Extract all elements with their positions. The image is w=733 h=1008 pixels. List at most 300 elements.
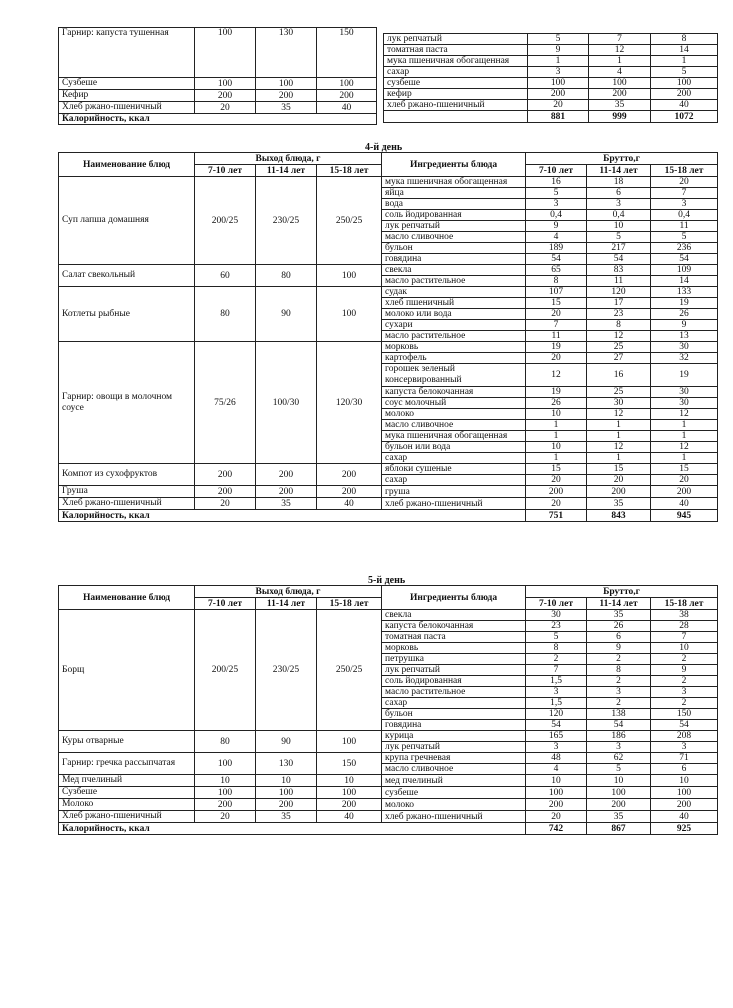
brutto-7-10: 9 bbox=[526, 221, 587, 232]
ingredient-name: бульон bbox=[382, 243, 526, 254]
ingredient-name: лук репчатый bbox=[384, 34, 528, 45]
brutto-15-18: 109 bbox=[651, 265, 718, 276]
output-11-14: 200 bbox=[256, 464, 317, 486]
brutto-11-14: 15 bbox=[587, 464, 651, 475]
table-row bbox=[384, 45, 718, 56]
brutto-11-14: 1 bbox=[587, 453, 651, 464]
brutto-15-18: 1 bbox=[651, 453, 718, 464]
dish-name: Суп лапша домашняя bbox=[59, 177, 195, 265]
calories-11-14: 867 bbox=[587, 823, 651, 835]
brutto-15-18: 40 bbox=[651, 100, 718, 111]
brutto-7-10: 8 bbox=[526, 643, 587, 654]
brutto-11-14: 35 bbox=[587, 610, 651, 621]
brutto-7-10: 19 bbox=[526, 387, 587, 398]
brutto-7-10: 5 bbox=[526, 188, 587, 199]
ingredient-name: морковь bbox=[382, 643, 526, 654]
output-15-18: 200 bbox=[317, 464, 382, 486]
table-row bbox=[59, 342, 718, 353]
brutto-11-14: 10 bbox=[587, 775, 651, 787]
output-15-18: 100 bbox=[317, 287, 382, 342]
ingredient-name: сузбеше bbox=[382, 787, 526, 799]
output-11-14: 100 bbox=[256, 787, 317, 799]
dish-name: Хлеб ржано-пшеничный bbox=[59, 498, 195, 510]
brutto-15-18: 2 bbox=[651, 676, 718, 687]
brutto-7-10: 120 bbox=[526, 709, 587, 720]
table-row bbox=[59, 287, 718, 298]
table-row bbox=[59, 464, 718, 475]
brutto-7-10: 20 bbox=[526, 353, 587, 364]
brutto-15-18: 5 bbox=[651, 67, 718, 78]
output-11-14: 90 bbox=[256, 287, 317, 342]
brutto-15-18: 14 bbox=[651, 45, 718, 56]
day4-table bbox=[58, 152, 718, 522]
col-age-15-18: 15-18 лет bbox=[651, 598, 718, 610]
brutto-7-10: 1 bbox=[526, 453, 587, 464]
brutto-11-14: 200 bbox=[587, 799, 651, 811]
day4-title: 4-й день bbox=[365, 142, 403, 153]
table-row bbox=[384, 100, 718, 111]
output-15-18: 150 bbox=[317, 753, 382, 775]
brutto-7-10: 200 bbox=[526, 799, 587, 811]
brutto-11-14: 8 bbox=[587, 665, 651, 676]
brutto-15-18: 100 bbox=[651, 787, 718, 799]
output-11-14: 35 bbox=[256, 811, 317, 823]
brutto-7-10: 9 bbox=[528, 45, 589, 56]
output-11-14: 230/25 bbox=[256, 610, 317, 731]
brutto-11-14: 16 bbox=[587, 364, 651, 387]
calories-label: Калорийность, ккал bbox=[59, 510, 526, 522]
ingredient-name: лук репчатый bbox=[382, 742, 526, 753]
brutto-11-14: 12 bbox=[587, 409, 651, 420]
output-15-18: 40 bbox=[317, 498, 382, 510]
calories-spacer bbox=[384, 111, 528, 123]
brutto-11-14: 54 bbox=[587, 254, 651, 265]
output-7-10: 200/25 bbox=[195, 610, 256, 731]
ingredient-name: соус молочный bbox=[382, 398, 526, 409]
table-row bbox=[59, 811, 718, 823]
table-row bbox=[384, 89, 718, 100]
dish-name: Котлеты рыбные bbox=[59, 287, 195, 342]
ingredient-name: судак bbox=[382, 287, 526, 298]
brutto-11-14: 4 bbox=[589, 67, 651, 78]
col-age-11-14: 11-14 лет bbox=[256, 598, 317, 610]
col-output: Выход блюда, г bbox=[195, 153, 382, 165]
col-age-7-10: 7-10 лет bbox=[195, 598, 256, 610]
col-age-15-18: 15-18 лет bbox=[317, 165, 382, 177]
brutto-15-18: 8 bbox=[651, 34, 718, 45]
brutto-15-18: 3 bbox=[651, 742, 718, 753]
output-7-10: 80 bbox=[195, 731, 256, 753]
brutto-7-10: 4 bbox=[526, 764, 587, 775]
brutto-11-14: 11 bbox=[587, 276, 651, 287]
calories-row bbox=[384, 111, 718, 123]
output-7-10: 100 bbox=[195, 753, 256, 775]
output-7-10: 200/25 bbox=[195, 177, 256, 265]
table-row bbox=[59, 177, 718, 188]
table-row bbox=[384, 67, 718, 78]
col-brutto: Брутто,г bbox=[526, 153, 718, 165]
col-output: Выход блюда, г bbox=[195, 586, 382, 598]
output-7-10: 100 bbox=[195, 28, 256, 78]
ingredient-name: хлеб ржано-пшеничный bbox=[382, 811, 526, 823]
brutto-7-10: 200 bbox=[526, 486, 587, 498]
col-brutto: Брутто,г bbox=[526, 586, 718, 598]
col-ingredients: Ингредиенты блюда bbox=[382, 586, 526, 610]
output-11-14: 130 bbox=[256, 28, 317, 78]
brutto-7-10: 19 bbox=[526, 342, 587, 353]
brutto-15-18: 30 bbox=[651, 387, 718, 398]
output-15-18: 100 bbox=[317, 78, 377, 90]
brutto-15-18: 3 bbox=[651, 199, 718, 210]
brutto-7-10: 10 bbox=[526, 775, 587, 787]
output-7-10: 80 bbox=[195, 287, 256, 342]
output-15-18: 10 bbox=[317, 775, 382, 787]
top-ingredients-body bbox=[384, 34, 718, 123]
day5-section bbox=[58, 585, 717, 835]
output-15-18: 200 bbox=[317, 90, 377, 102]
brutto-7-10: 20 bbox=[528, 100, 589, 111]
dish-name: Кефир bbox=[59, 90, 195, 102]
brutto-11-14: 2 bbox=[587, 676, 651, 687]
col-dish-name: Наименование блюд bbox=[59, 586, 195, 610]
brutto-15-18: 10 bbox=[651, 643, 718, 654]
ingredient-name: мука пшеничная обогащенная bbox=[382, 177, 526, 188]
brutto-7-10: 48 bbox=[526, 753, 587, 764]
brutto-15-18: 1 bbox=[651, 420, 718, 431]
dish-name: Куры отварные bbox=[59, 731, 195, 753]
brutto-15-18: 200 bbox=[651, 486, 718, 498]
ingredient-name: мед пчелиный bbox=[382, 775, 526, 787]
table-row bbox=[59, 775, 718, 787]
output-15-18: 40 bbox=[317, 102, 377, 114]
output-7-10: 20 bbox=[195, 498, 256, 510]
brutto-15-18: 2 bbox=[651, 698, 718, 709]
dish-name: Груша bbox=[59, 486, 195, 498]
brutto-15-18: 7 bbox=[651, 188, 718, 199]
ingredient-name: соль йодированная bbox=[382, 676, 526, 687]
table-row bbox=[59, 731, 718, 742]
top-section bbox=[58, 27, 376, 125]
ingredient-name: говядина bbox=[382, 254, 526, 265]
brutto-11-14: 25 bbox=[587, 387, 651, 398]
brutto-7-10: 3 bbox=[526, 199, 587, 210]
brutto-15-18: 1 bbox=[651, 56, 718, 67]
brutto-11-14: 35 bbox=[587, 811, 651, 823]
output-11-14: 35 bbox=[256, 498, 317, 510]
brutto-11-14: 6 bbox=[587, 632, 651, 643]
brutto-15-18: 30 bbox=[651, 342, 718, 353]
brutto-7-10: 11 bbox=[526, 331, 587, 342]
brutto-11-14: 8 bbox=[587, 320, 651, 331]
brutto-7-10: 0,4 bbox=[526, 210, 587, 221]
output-11-14: 200 bbox=[256, 90, 317, 102]
ingredient-name: вода bbox=[382, 199, 526, 210]
calories-row bbox=[59, 823, 718, 835]
output-15-18: 200 bbox=[317, 486, 382, 498]
calories-11-14: 999 bbox=[589, 111, 651, 123]
brutto-7-10: 4 bbox=[526, 232, 587, 243]
calories-11-14: 843 bbox=[587, 510, 651, 522]
brutto-11-14: 3 bbox=[587, 199, 651, 210]
brutto-7-10: 1,5 bbox=[526, 676, 587, 687]
calories-row bbox=[59, 510, 718, 522]
day4-body bbox=[59, 177, 718, 522]
ingredient-name: масло сливочное bbox=[382, 420, 526, 431]
brutto-7-10: 1 bbox=[528, 56, 589, 67]
output-15-18: 250/25 bbox=[317, 610, 382, 731]
output-15-18: 100 bbox=[317, 265, 382, 287]
brutto-15-18: 12 bbox=[651, 409, 718, 420]
col-age-7-10: 7-10 лет bbox=[526, 598, 587, 610]
brutto-7-10: 20 bbox=[526, 811, 587, 823]
brutto-15-18: 9 bbox=[651, 320, 718, 331]
output-11-14: 10 bbox=[256, 775, 317, 787]
brutto-15-18: 208 bbox=[651, 731, 718, 742]
brutto-7-10: 107 bbox=[526, 287, 587, 298]
output-11-14: 200 bbox=[256, 799, 317, 811]
ingredient-name: мука пшеничная обогащенная bbox=[384, 56, 528, 67]
brutto-11-14: 25 bbox=[587, 342, 651, 353]
brutto-11-14: 5 bbox=[587, 232, 651, 243]
brutto-11-14: 27 bbox=[587, 353, 651, 364]
brutto-7-10: 54 bbox=[526, 254, 587, 265]
output-7-10: 200 bbox=[195, 799, 256, 811]
brutto-7-10: 3 bbox=[526, 687, 587, 698]
brutto-15-18: 11 bbox=[651, 221, 718, 232]
ingredient-name: капуста белокочанная bbox=[382, 621, 526, 632]
col-age-11-14: 11-14 лет bbox=[256, 165, 317, 177]
brutto-15-18: 10 bbox=[651, 775, 718, 787]
brutto-11-14: 20 bbox=[587, 475, 651, 486]
brutto-11-14: 17 bbox=[587, 298, 651, 309]
calories-label: Калорийность, ккал bbox=[59, 114, 377, 125]
dish-name: Сузбеше bbox=[59, 78, 195, 90]
brutto-15-18: 9 bbox=[651, 665, 718, 676]
brutto-7-10: 54 bbox=[526, 720, 587, 731]
col-age-11-14: 11-14 лет bbox=[587, 165, 651, 177]
brutto-15-18: 26 bbox=[651, 309, 718, 320]
ingredient-name: яблоки сушеные bbox=[382, 464, 526, 475]
col-dish-name: Наименование блюд bbox=[59, 153, 195, 177]
ingredient-name: картофель bbox=[382, 353, 526, 364]
brutto-15-18: 32 bbox=[651, 353, 718, 364]
table-row bbox=[384, 56, 718, 67]
brutto-15-18: 5 bbox=[651, 232, 718, 243]
brutto-11-14: 12 bbox=[587, 442, 651, 453]
brutto-7-10: 16 bbox=[526, 177, 587, 188]
dish-name: Гарнир: овощи в молочном соусе bbox=[59, 342, 195, 464]
top-ingredients-table bbox=[383, 33, 718, 123]
ingredient-name: масло растительное bbox=[382, 687, 526, 698]
col-age-7-10: 7-10 лет bbox=[526, 165, 587, 177]
table-row bbox=[384, 34, 718, 45]
col-ingredients: Ингредиенты блюда bbox=[382, 153, 526, 177]
brutto-11-14: 200 bbox=[589, 89, 651, 100]
brutto-15-18: 200 bbox=[651, 799, 718, 811]
output-15-18: 40 bbox=[317, 811, 382, 823]
day4-section bbox=[58, 152, 717, 522]
brutto-11-14: 30 bbox=[587, 398, 651, 409]
output-7-10: 60 bbox=[195, 265, 256, 287]
ingredient-name: хлеб пшеничный bbox=[382, 298, 526, 309]
brutto-15-18: 1 bbox=[651, 431, 718, 442]
ingredient-name: сахар bbox=[382, 475, 526, 486]
brutto-11-14: 7 bbox=[589, 34, 651, 45]
ingredient-name: молоко bbox=[382, 409, 526, 420]
table-row bbox=[59, 486, 718, 498]
brutto-11-14: 5 bbox=[587, 764, 651, 775]
brutto-11-14: 1 bbox=[587, 431, 651, 442]
dish-name: Гарнир: гречка рассыпчатая bbox=[59, 753, 195, 775]
brutto-15-18: 133 bbox=[651, 287, 718, 298]
brutto-11-14: 62 bbox=[587, 753, 651, 764]
brutto-11-14: 35 bbox=[589, 100, 651, 111]
ingredient-name: сухари bbox=[382, 320, 526, 331]
brutto-15-18: 200 bbox=[651, 89, 718, 100]
ingredient-name: молоко bbox=[382, 799, 526, 811]
brutto-11-14: 12 bbox=[589, 45, 651, 56]
output-11-14: 80 bbox=[256, 265, 317, 287]
brutto-11-14: 120 bbox=[587, 287, 651, 298]
brutto-11-14: 26 bbox=[587, 621, 651, 632]
brutto-7-10: 100 bbox=[526, 787, 587, 799]
calories-label: Калорийность, ккал bbox=[59, 823, 526, 835]
brutto-15-18: 13 bbox=[651, 331, 718, 342]
brutto-7-10: 12 bbox=[526, 364, 587, 387]
ingredient-name: молоко или вода bbox=[382, 309, 526, 320]
brutto-11-14: 10 bbox=[587, 221, 651, 232]
brutto-15-18: 20 bbox=[651, 177, 718, 188]
output-11-14: 100 bbox=[256, 78, 317, 90]
table-row bbox=[384, 78, 718, 89]
dish-name: Борщ bbox=[59, 610, 195, 731]
output-7-10: 100 bbox=[195, 78, 256, 90]
brutto-11-14: 6 bbox=[587, 188, 651, 199]
output-11-14: 90 bbox=[256, 731, 317, 753]
ingredient-name: крупа гречневая bbox=[382, 753, 526, 764]
brutto-7-10: 10 bbox=[526, 442, 587, 453]
brutto-15-18: 30 bbox=[651, 398, 718, 409]
output-11-14: 230/25 bbox=[256, 177, 317, 265]
ingredient-name: бульон bbox=[382, 709, 526, 720]
brutto-7-10: 65 bbox=[526, 265, 587, 276]
brutto-11-14: 83 bbox=[587, 265, 651, 276]
brutto-7-10: 26 bbox=[526, 398, 587, 409]
ingredient-name: яйца bbox=[382, 188, 526, 199]
brutto-15-18: 14 bbox=[651, 276, 718, 287]
output-15-18: 100 bbox=[317, 731, 382, 753]
ingredient-name: томатная паста bbox=[384, 45, 528, 56]
output-11-14: 35 bbox=[256, 102, 317, 114]
brutto-7-10: 7 bbox=[526, 665, 587, 676]
dish-name: Мед пчелиный bbox=[59, 775, 195, 787]
calories-15-18: 945 bbox=[651, 510, 718, 522]
brutto-7-10: 1 bbox=[526, 431, 587, 442]
brutto-11-14: 54 bbox=[587, 720, 651, 731]
ingredient-name: кефир bbox=[384, 89, 528, 100]
ingredient-name: курица bbox=[382, 731, 526, 742]
ingredient-name: масло растительное bbox=[382, 276, 526, 287]
brutto-7-10: 5 bbox=[528, 34, 589, 45]
ingredient-name: соль йодированная bbox=[382, 210, 526, 221]
brutto-11-14: 1 bbox=[587, 420, 651, 431]
brutto-15-18: 20 bbox=[651, 475, 718, 486]
ingredient-name: масло сливочное bbox=[382, 232, 526, 243]
table-row bbox=[59, 610, 718, 621]
brutto-7-10: 3 bbox=[526, 742, 587, 753]
brutto-7-10: 100 bbox=[528, 78, 589, 89]
ingredient-name: томатная паста bbox=[382, 632, 526, 643]
table-row bbox=[59, 498, 718, 510]
brutto-7-10: 20 bbox=[526, 309, 587, 320]
col-age-15-18: 15-18 лет bbox=[317, 598, 382, 610]
output-7-10: 100 bbox=[195, 787, 256, 799]
ingredient-name: сахар bbox=[384, 67, 528, 78]
output-7-10: 75/26 bbox=[195, 342, 256, 464]
col-age-15-18: 15-18 лет bbox=[651, 165, 718, 177]
ingredient-name: говядина bbox=[382, 720, 526, 731]
col-age-11-14: 11-14 лет bbox=[587, 598, 651, 610]
output-7-10: 200 bbox=[195, 90, 256, 102]
ingredient-name: хлеб ржано-пшеничный bbox=[384, 100, 528, 111]
brutto-11-14: 3 bbox=[587, 687, 651, 698]
output-15-18: 250/25 bbox=[317, 177, 382, 265]
brutto-11-14: 12 bbox=[587, 331, 651, 342]
brutto-7-10: 10 bbox=[526, 409, 587, 420]
brutto-15-18: 40 bbox=[651, 498, 718, 510]
ingredient-name: масло сливочное bbox=[382, 764, 526, 775]
ingredient-name: хлеб ржано-пшеничный bbox=[382, 498, 526, 510]
ingredient-name: капуста белокочанная bbox=[382, 387, 526, 398]
ingredient-name: горошек зеленый консервированный bbox=[382, 364, 526, 387]
output-11-14: 130 bbox=[256, 753, 317, 775]
brutto-11-14: 18 bbox=[587, 177, 651, 188]
day5-body bbox=[59, 610, 718, 835]
brutto-7-10: 1,5 bbox=[526, 698, 587, 709]
output-15-18: 100 bbox=[317, 787, 382, 799]
brutto-15-18: 150 bbox=[651, 709, 718, 720]
brutto-11-14: 100 bbox=[589, 78, 651, 89]
brutto-15-18: 6 bbox=[651, 764, 718, 775]
brutto-15-18: 38 bbox=[651, 610, 718, 621]
output-7-10: 200 bbox=[195, 464, 256, 486]
ingredient-name: масло растительное bbox=[382, 331, 526, 342]
brutto-15-18: 15 bbox=[651, 464, 718, 475]
brutto-15-18: 100 bbox=[651, 78, 718, 89]
output-11-14: 200 bbox=[256, 486, 317, 498]
dish-name: Хлеб ржано-пшеничный bbox=[59, 811, 195, 823]
table-row bbox=[59, 753, 718, 764]
calories-7-10: 751 bbox=[526, 510, 587, 522]
brutto-7-10: 165 bbox=[526, 731, 587, 742]
ingredient-name: свекла bbox=[382, 265, 526, 276]
dish-name: Компот из сухофруктов bbox=[59, 464, 195, 486]
brutto-15-18: 236 bbox=[651, 243, 718, 254]
brutto-11-14: 186 bbox=[587, 731, 651, 742]
brutto-11-14: 35 bbox=[587, 498, 651, 510]
calories-15-18: 1072 bbox=[651, 111, 718, 123]
ingredient-name: морковь bbox=[382, 342, 526, 353]
ingredient-name: сахар bbox=[382, 453, 526, 464]
output-15-18: 200 bbox=[317, 799, 382, 811]
brutto-15-18: 28 bbox=[651, 621, 718, 632]
brutto-7-10: 20 bbox=[526, 475, 587, 486]
top-dishes-table bbox=[58, 27, 377, 125]
ingredient-name: лук репчатый bbox=[382, 221, 526, 232]
brutto-11-14: 2 bbox=[587, 654, 651, 665]
brutto-15-18: 19 bbox=[651, 364, 718, 387]
brutto-11-14: 9 bbox=[587, 643, 651, 654]
